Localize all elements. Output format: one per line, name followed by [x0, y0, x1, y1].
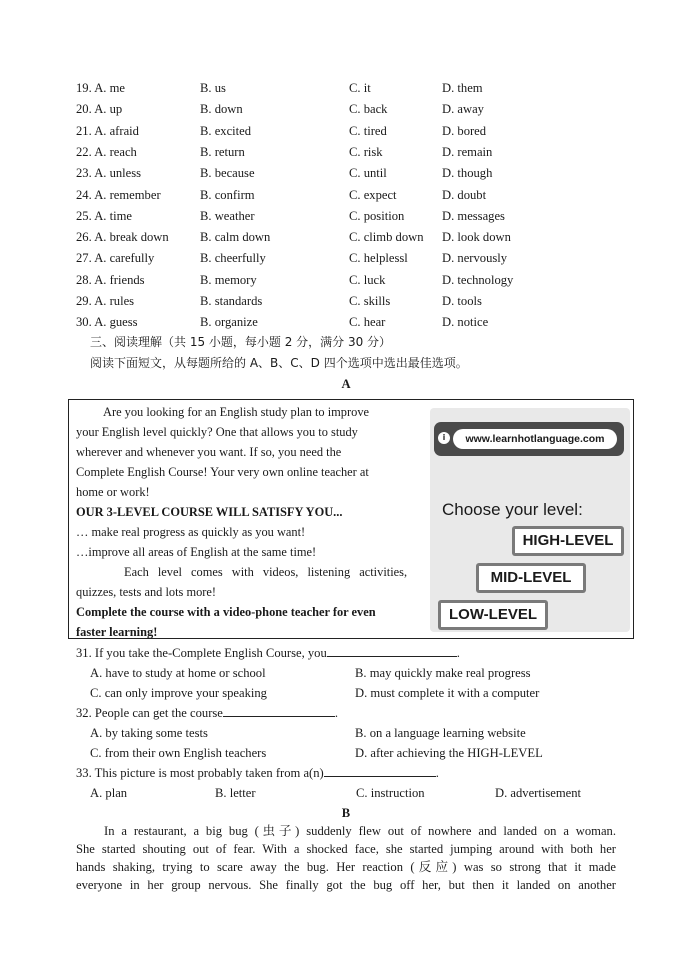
passage-a-bullet: … make real progress as quickly as you want! — [76, 525, 306, 539]
passage-b-line: everyone in her group nervous. She finally got the bug off her, but then it landed on another — [76, 878, 616, 892]
passage-a-box — [68, 399, 634, 639]
passage-a-label: A — [341, 377, 351, 391]
option-b: B. cheerfully — [200, 251, 266, 266]
option-c: C. position — [349, 208, 405, 223]
level-label: LOW-LEVEL — [441, 603, 545, 627]
passage-a-line: home or work! — [76, 485, 150, 499]
cloze-row — [76, 292, 636, 310]
question-31 — [76, 644, 460, 662]
cloze-row — [76, 207, 636, 225]
option-a: 20. A. up — [76, 102, 123, 117]
option-b: B. excited — [200, 123, 252, 138]
cloze-row — [76, 271, 636, 289]
option-d: D. look down — [442, 230, 511, 245]
q32-option-d: D. after achieving the HIGH-LEVEL — [355, 746, 543, 760]
level-label: MID-LEVEL — [479, 566, 583, 590]
option-b: B. weather — [200, 208, 255, 223]
cloze-row — [76, 164, 636, 182]
option-a: 28. A. friends — [76, 272, 145, 287]
question-32 — [76, 704, 338, 722]
option-d: D. notice — [442, 315, 489, 330]
question-stem: 31. If you take the-Complete English Course, you — [76, 646, 327, 660]
level-label: HIGH-LEVEL — [515, 529, 621, 553]
option-c: C. hear — [349, 315, 386, 330]
ad-image — [430, 408, 630, 632]
question-33 — [76, 764, 439, 782]
passage-a-bold-heading: OUR 3-LEVEL COURSE WILL SATISFY YOU... — [76, 505, 343, 519]
answer-blank — [324, 764, 436, 777]
option-b: B. because — [200, 166, 255, 181]
passage-a-bold-end: Complete the course with a video-phone teacher for even — [76, 605, 376, 619]
option-b: B. return — [200, 144, 245, 159]
option-d: D. nervously — [442, 251, 508, 266]
q33-option-b: B. letter — [215, 786, 256, 800]
answer-blank — [223, 704, 335, 717]
level-badge-mid — [476, 563, 586, 593]
option-d: D. doubt — [442, 187, 487, 202]
question-end: . — [334, 706, 339, 720]
q31-option-a: A. have to study at home or school — [90, 666, 266, 680]
cloze-row — [76, 122, 636, 140]
option-b: B. memory — [200, 272, 257, 287]
q32-option-b: B. on a language learning website — [355, 726, 526, 740]
q33-option-c: C. instruction — [356, 786, 425, 800]
option-c: C. it — [349, 81, 371, 95]
option-a: 21. A. afraid — [76, 123, 139, 138]
question-stem: 32. People can get the course — [76, 706, 223, 720]
option-a: 30. A. guess — [76, 315, 138, 330]
option-c: C. risk — [349, 144, 383, 159]
cloze-row — [76, 186, 636, 204]
q31-option-b: B. may quickly make real progress — [355, 666, 531, 680]
option-d: D. them — [442, 81, 483, 95]
passage-a-line: Complete English Course! Your very own online teacher at — [76, 465, 369, 479]
option-b: B. us — [200, 81, 226, 95]
passage-b-text — [76, 822, 616, 894]
option-a: 25. A. time — [76, 208, 132, 223]
cloze-row — [76, 313, 636, 331]
passage-a-bullet: …improve all areas of English at the same time! — [76, 545, 317, 559]
option-a: 27. A. carefully — [76, 251, 155, 266]
q33-option-a: A. plan — [90, 786, 128, 800]
option-d: D. away — [442, 102, 484, 117]
option-d: D. messages — [442, 208, 505, 223]
q32-option-a: A. by taking some tests — [90, 726, 208, 740]
answer-blank — [327, 644, 457, 657]
option-a: 29. A. rules — [76, 294, 135, 308]
option-c: C. helplessl — [349, 251, 408, 266]
passage-a-bold-end: faster learning! — [76, 625, 158, 639]
option-a: 19. A. me — [76, 81, 125, 95]
info-icon: i — [438, 432, 450, 444]
passage-b-line: In a restaurant, a big bug (虫子) suddenly flew out of nowhere and landed on a woman. — [104, 824, 616, 838]
passage-b-line: She started shouting out of fear. With a shocked face, she started jumping around with both her — [76, 842, 616, 856]
option-a: 23. A. unless — [76, 166, 142, 181]
option-c: C. luck — [349, 272, 386, 287]
question-end: . — [435, 766, 439, 780]
choose-level-text: Choose your level: — [442, 500, 583, 519]
option-c: C. until — [349, 166, 387, 181]
q33-option-d: D. advertisement — [495, 786, 582, 800]
level-badge-low — [438, 600, 548, 630]
option-b: B. standards — [200, 294, 263, 308]
q32-option-c: C. from their own English teachers — [90, 746, 267, 760]
cloze-row — [76, 228, 636, 246]
q31-option-d: D. must complete it with a computer — [355, 686, 540, 700]
passage-b-label: B — [341, 806, 351, 820]
passage-b-line: hands shaking, trying to scare away the bug. Her reaction (反应) was so strong that it made — [76, 860, 616, 874]
passage-a-line: your English level quickly? One that allows you to study — [76, 425, 358, 439]
cloze-row — [76, 79, 636, 97]
option-d: D. tools — [442, 294, 482, 308]
option-c: C. expect — [349, 187, 397, 202]
option-d: D. bored — [442, 123, 487, 138]
passage-a-line: Are you looking for an English study plan to improve — [103, 405, 370, 419]
option-c: C. back — [349, 102, 388, 117]
cloze-row — [76, 249, 636, 267]
question-end: . — [456, 646, 460, 660]
option-a: 26. A. break down — [76, 230, 169, 245]
option-a: 24. A. remember — [76, 187, 161, 202]
option-c: C. tired — [349, 123, 387, 138]
url-text: www.learnhotlanguage.com — [453, 429, 617, 449]
passage-a-line: quizzes, tests and lots more! — [76, 585, 217, 599]
option-b: B. organize — [200, 315, 258, 330]
section-heading: 三、阅读理解（共 15 小题，每小题 2 分，满分 30 分） — [90, 335, 392, 349]
passage-a-line: Each level comes with videos, listening activities, — [124, 565, 408, 579]
option-b: B. confirm — [200, 187, 255, 202]
section-instruction: 阅读下面短文，从每题所给的 A、B、C、D 四个选项中选出最佳选项。 — [90, 356, 468, 370]
cloze-row — [76, 143, 636, 161]
url-bar — [434, 422, 624, 456]
level-badge-high — [512, 526, 624, 556]
option-b: B. calm down — [200, 230, 271, 245]
option-d: D. technology — [442, 272, 514, 287]
q31-option-c: C. can only improve your speaking — [90, 686, 267, 700]
option-b: B. down — [200, 102, 243, 117]
option-d: D. though — [442, 166, 493, 181]
passage-a-line: wherever and whenever you want. If so, you need the — [76, 445, 342, 459]
option-c: C. climb down — [349, 230, 424, 245]
question-stem: 33. This picture is most probably taken from a(n) — [76, 766, 324, 780]
option-d: D. remain — [442, 144, 493, 159]
option-c: C. skills — [349, 294, 391, 308]
option-a: 22. A. reach — [76, 144, 137, 159]
cloze-row — [76, 100, 636, 118]
